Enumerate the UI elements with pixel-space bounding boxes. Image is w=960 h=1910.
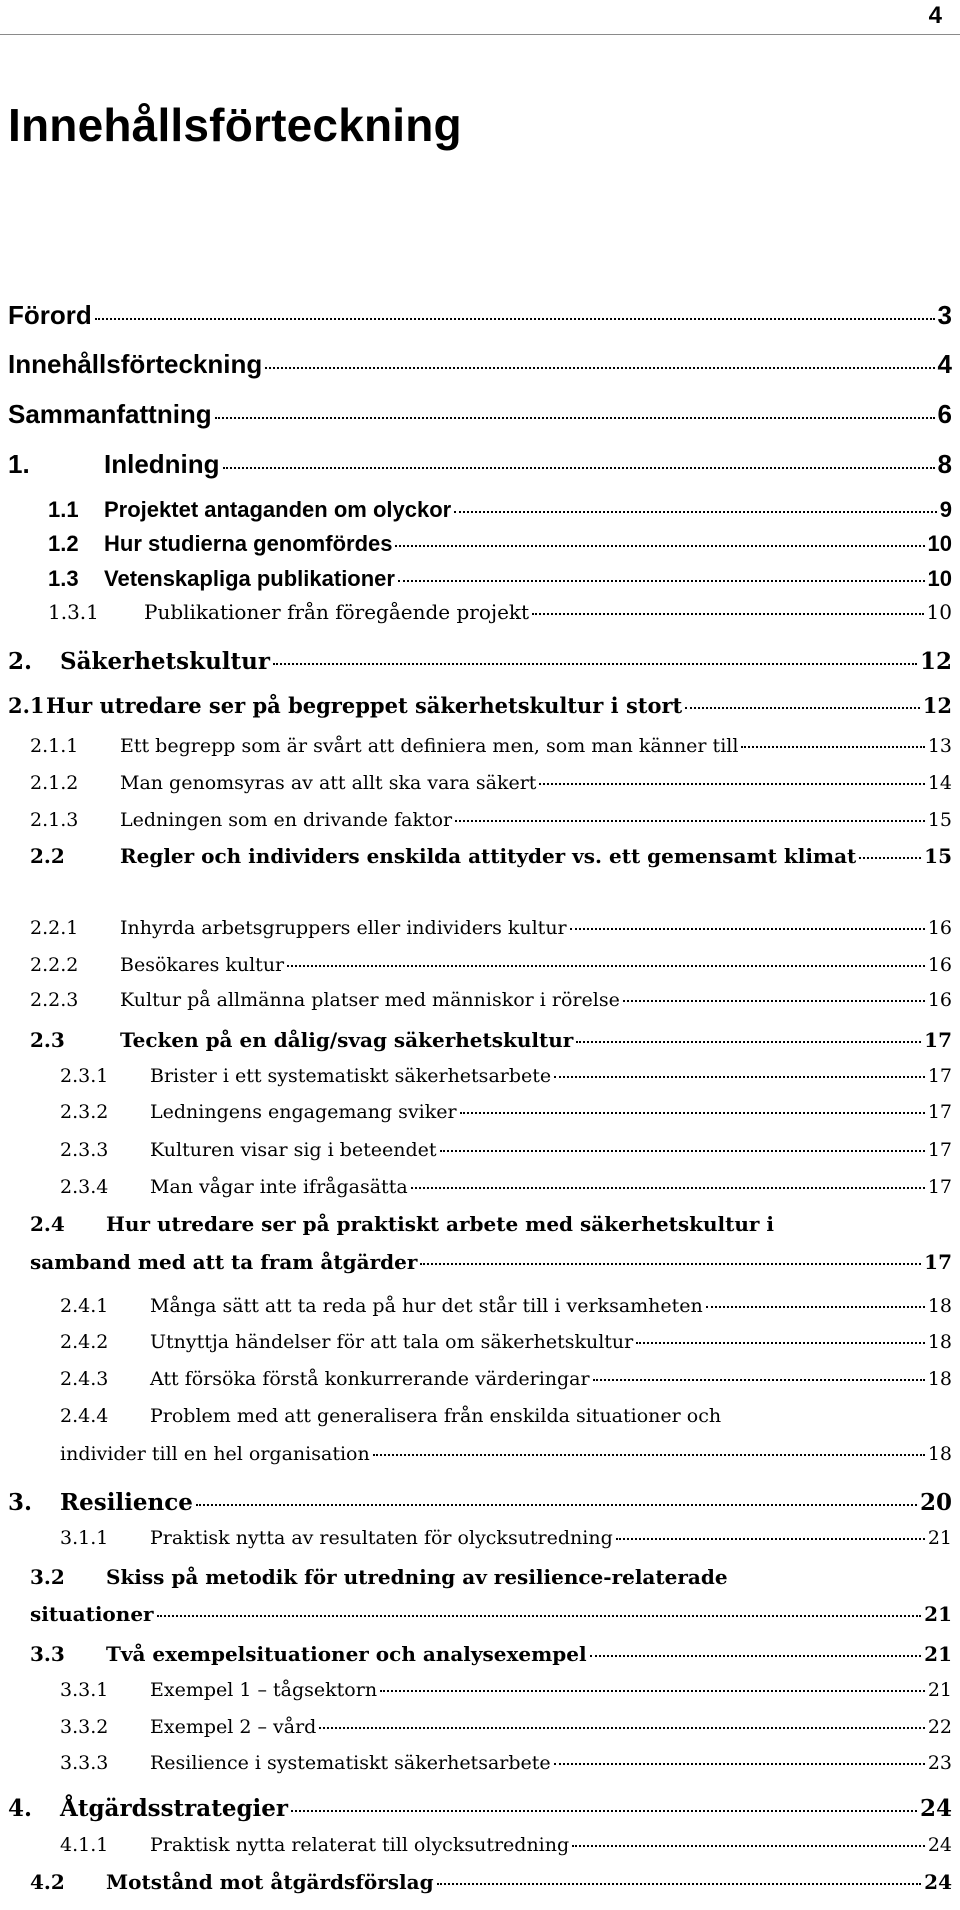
- toc-number: 2.1.3: [30, 809, 79, 831]
- toc-entry[interactable]: [60, 1752, 952, 1774]
- toc-leader-dots: [554, 1076, 925, 1078]
- toc-number: 4.: [8, 1795, 33, 1822]
- toc-title: Exempel 2 – vård: [150, 1716, 317, 1738]
- toc-leader-dots: [287, 965, 925, 967]
- toc-title: Sammanfattning: [8, 399, 212, 429]
- toc-page-number: 24: [927, 1834, 952, 1856]
- toc-leader-dots: [223, 467, 935, 469]
- toc-number: 3.1.1: [60, 1527, 109, 1549]
- toc-page-number: 24: [919, 1795, 952, 1822]
- toc-title: Vetenskapliga publikationer: [104, 566, 395, 591]
- toc-leader-dots: [437, 1883, 922, 1885]
- toc-number: 2.4.1: [60, 1295, 109, 1317]
- toc-number: 2.1.2: [30, 772, 79, 794]
- toc-number: 3.3.1: [60, 1679, 109, 1701]
- toc-title: Skiss på metodik för utredning av resilience-relaterade: [106, 1565, 728, 1589]
- toc-page-number: 14: [927, 772, 952, 794]
- toc-entry[interactable]: [48, 600, 952, 624]
- toc-entry[interactable]: [48, 531, 952, 557]
- toc-title: Åtgärdsstrategier: [60, 1795, 289, 1822]
- toc-page-number: 21: [927, 1679, 952, 1701]
- toc-title: Problem med att generalisera från enskilda situationer och: [150, 1405, 722, 1427]
- toc-number: 2.3.4: [60, 1176, 109, 1198]
- toc-entry[interactable]: [8, 300, 952, 331]
- toc-page-number: 12: [919, 648, 952, 675]
- toc-page-number: 4: [937, 349, 952, 379]
- toc-page-number: 12: [922, 693, 952, 718]
- toc-entry[interactable]: [60, 1139, 952, 1161]
- toc-leader-dots: [706, 1306, 925, 1308]
- toc-leader-dots: [576, 1041, 921, 1043]
- toc-leader-dots: [554, 1763, 925, 1765]
- toc-page-number: 9: [939, 497, 952, 522]
- toc-entry[interactable]: [8, 1795, 952, 1822]
- toc-number: 2.2.1: [30, 917, 79, 939]
- toc-title: Praktisk nytta av resultaten för olycksutredning: [150, 1527, 613, 1549]
- toc-number: 1.3.1: [48, 600, 99, 624]
- toc-number: 2.2: [30, 844, 65, 868]
- toc-number: 4.1.1: [60, 1834, 109, 1856]
- toc-title: Kulturen visar sig i beteendet: [150, 1139, 437, 1161]
- toc-leader-dots: [859, 857, 921, 859]
- toc-title-continued: situationer: [30, 1602, 154, 1626]
- toc-entry[interactable]: [30, 1870, 952, 1894]
- toc-leader-dots: [373, 1454, 925, 1456]
- toc-number: 2.3.1: [60, 1065, 109, 1087]
- toc-entry[interactable]: [8, 349, 952, 380]
- toc-title: Projektet antaganden om olyckor: [104, 497, 452, 522]
- toc-page-number: 15: [924, 844, 952, 868]
- toc-page-number: 17: [924, 1250, 952, 1274]
- toc-page-number: 16: [927, 989, 952, 1011]
- toc-entry[interactable]: [8, 693, 952, 718]
- toc-number: 3.: [8, 1489, 33, 1516]
- toc-number: 2.2.2: [30, 954, 79, 976]
- toc-page-number: 18: [927, 1368, 952, 1390]
- toc-number: 2.1: [8, 693, 45, 718]
- toc-entry[interactable]: [60, 1331, 952, 1353]
- toc-title: Säkerhetskultur: [60, 648, 270, 675]
- toc-title: Inledning: [104, 449, 220, 479]
- toc-leader-dots: [319, 1727, 924, 1729]
- toc-leader-dots: [273, 663, 917, 665]
- toc-number: 3.3.2: [60, 1716, 109, 1738]
- toc-leader-dots: [685, 707, 920, 709]
- toc-page-number: 17: [927, 1065, 952, 1087]
- toc-title: Innehållsförteckning: [8, 349, 263, 379]
- toc-entry[interactable]: [30, 844, 952, 868]
- toc-entry[interactable]: [30, 917, 952, 939]
- toc-entry[interactable]: [60, 1716, 952, 1738]
- toc-entry[interactable]: [60, 1679, 952, 1701]
- toc-entry[interactable]: [60, 1295, 952, 1317]
- toc-entry[interactable]: [30, 809, 952, 831]
- toc-entry[interactable]: [30, 735, 952, 757]
- toc-title-continued: samband med att ta fram åtgärder: [30, 1250, 418, 1274]
- toc-leader-dots: [411, 1187, 925, 1189]
- toc-leader-dots: [636, 1342, 925, 1344]
- toc-entry[interactable]: [30, 989, 952, 1011]
- toc-page-number: 21: [924, 1602, 952, 1626]
- toc-page-number: 16: [927, 917, 952, 939]
- toc-title: Exempel 1 – tågsektorn: [150, 1679, 378, 1701]
- toc-title: Ledningen som en drivande faktor: [120, 809, 453, 831]
- toc-page-number: 17: [927, 1176, 952, 1198]
- toc-entry[interactable]: [8, 1489, 952, 1516]
- page-title: Innehållsförteckning: [8, 99, 462, 151]
- toc-number: 2.2.3: [30, 989, 79, 1011]
- toc-title: Regler och individers enskilda attityder vs. ett gemensamt klimat: [120, 844, 857, 868]
- toc-leader-dots: [95, 318, 935, 320]
- toc-title: Hur utredare ser på begreppet säkerhetskultur i stort: [46, 693, 683, 718]
- toc-entry[interactable]: [60, 1065, 952, 1087]
- toc-entry[interactable]: [60, 1101, 952, 1123]
- toc-page-number: 23: [927, 1752, 952, 1774]
- toc-number: 2.4.3: [60, 1368, 109, 1390]
- toc-entry[interactable]: [30, 1028, 952, 1052]
- toc-title: Resilience: [60, 1489, 193, 1516]
- toc-number: 4.2: [30, 1870, 65, 1894]
- toc-entry[interactable]: [60, 1834, 952, 1856]
- toc-entry[interactable]: [30, 1250, 952, 1274]
- toc-title: Många sätt att ta reda på hur det står till i verksamheten: [150, 1295, 703, 1317]
- toc-entry[interactable]: [30, 1565, 952, 1589]
- toc-entry[interactable]: [8, 449, 952, 480]
- toc-leader-dots: [196, 1504, 917, 1506]
- toc-leader-dots: [455, 820, 925, 822]
- toc-entry[interactable]: [30, 1602, 952, 1626]
- toc-entry[interactable]: [30, 1642, 952, 1666]
- toc-title: Förord: [8, 300, 92, 330]
- toc-leader-dots: [570, 928, 925, 930]
- toc-page-number: 18: [927, 1443, 952, 1465]
- toc-page-number: 3: [937, 300, 952, 330]
- toc-page-number: 21: [924, 1642, 952, 1666]
- toc-page-number: 8: [937, 449, 952, 479]
- toc-page-number: 17: [924, 1028, 952, 1052]
- toc-page-number: 24: [924, 1870, 952, 1894]
- toc-entry[interactable]: [30, 1212, 952, 1236]
- toc-leader-dots: [590, 1655, 922, 1657]
- toc-number: 2.4.2: [60, 1331, 109, 1353]
- toc-title: Publikationer från föregående projekt: [144, 600, 530, 624]
- toc-page-number: 20: [919, 1489, 952, 1516]
- toc-number: 2.1.1: [30, 735, 79, 757]
- toc-title: Utnyttja händelser för att tala om säkerhetskultur: [150, 1331, 634, 1353]
- toc-page-number: 10: [927, 566, 952, 591]
- toc-page-number: 21: [927, 1527, 952, 1549]
- toc-title: Inhyrda arbetsgruppers eller individers kultur: [120, 917, 567, 939]
- toc-page-number: 16: [927, 954, 952, 976]
- toc-title: Brister i ett systematiskt säkerhetsarbete: [150, 1065, 552, 1087]
- toc-title: Två exempelsituationer och analysexempel: [106, 1642, 587, 1666]
- toc-title: Ett begrepp som är svårt att definiera men, som man känner till: [120, 735, 739, 757]
- toc-number: 3.2: [30, 1565, 65, 1589]
- toc-leader-dots: [157, 1615, 922, 1617]
- toc-title: Motstånd mot åtgärdsförslag: [106, 1870, 434, 1894]
- toc-entry[interactable]: [60, 1527, 952, 1549]
- toc-title: Resilience i systematiskt säkerhetsarbete: [150, 1752, 551, 1774]
- toc-leader-dots: [380, 1690, 925, 1692]
- toc-entry[interactable]: [30, 772, 952, 794]
- toc-entry[interactable]: [60, 1405, 952, 1427]
- toc-title: Hur utredare ser på praktiskt arbete med säkerhetskultur i: [106, 1212, 774, 1236]
- toc-leader-dots: [265, 367, 934, 369]
- toc-number: 3.3: [30, 1642, 65, 1666]
- toc-title: Tecken på en dålig/svag säkerhetskultur: [120, 1028, 574, 1052]
- toc-page-number: 22: [927, 1716, 952, 1738]
- toc-page-number: 18: [927, 1331, 952, 1353]
- toc-number: 2.4: [30, 1212, 65, 1236]
- toc-leader-dots: [395, 545, 924, 547]
- toc-page-number: 10: [926, 600, 952, 624]
- toc-leader-dots: [454, 511, 937, 513]
- toc-entry[interactable]: [30, 954, 952, 976]
- toc-page-number: 6: [937, 399, 952, 429]
- page-number: 4: [928, 2, 942, 29]
- toc-leader-dots: [572, 1845, 925, 1847]
- toc-leader-dots: [215, 417, 935, 419]
- toc-page-number: 17: [927, 1139, 952, 1161]
- toc-leader-dots: [616, 1538, 925, 1540]
- toc-number: 1.2: [48, 531, 79, 556]
- toc-number: 1.: [8, 449, 30, 479]
- toc-leader-dots: [539, 783, 924, 785]
- toc-entry[interactable]: [8, 648, 952, 675]
- toc-entry[interactable]: [60, 1443, 952, 1465]
- toc-leader-dots: [398, 580, 925, 582]
- toc-leader-dots: [741, 746, 924, 748]
- toc-number: 1.3: [48, 566, 79, 591]
- toc-entry[interactable]: [60, 1176, 952, 1198]
- toc-title: Man vågar inte ifrågasätta: [150, 1176, 408, 1198]
- toc-leader-dots: [593, 1379, 925, 1381]
- toc-leader-dots: [532, 613, 923, 615]
- toc-number: 1.1: [48, 497, 79, 522]
- toc-entry[interactable]: [48, 497, 952, 523]
- toc-title: Praktisk nytta relaterat till olycksutredning: [150, 1834, 570, 1856]
- toc-entry[interactable]: [48, 566, 952, 592]
- toc-leader-dots: [460, 1112, 925, 1114]
- toc-number: 2.: [8, 648, 33, 675]
- toc-number: 2.3.2: [60, 1101, 109, 1123]
- toc-leader-dots: [623, 1000, 925, 1002]
- toc-title: Hur studierna genomfördes: [104, 531, 393, 556]
- toc-title: Man genomsyras av att allt ska vara säkert: [120, 772, 537, 794]
- toc-number: 3.3.3: [60, 1752, 109, 1774]
- toc-title: Besökares kultur: [120, 954, 285, 976]
- toc-number: 2.3: [30, 1028, 65, 1052]
- toc-title-continued: individer till en hel organisation: [60, 1443, 370, 1465]
- toc-leader-dots: [420, 1263, 921, 1265]
- toc-page-number: 15: [927, 809, 952, 831]
- toc-leader-dots: [291, 1810, 917, 1812]
- toc-title: Att försöka förstå konkurrerande värderingar: [150, 1368, 590, 1390]
- toc-title: Ledningens engagemang sviker: [150, 1101, 457, 1123]
- toc-entry[interactable]: [60, 1368, 952, 1390]
- toc-leader-dots: [440, 1150, 925, 1152]
- toc-title: Kultur på allmänna platser med människor i rörelse: [120, 989, 620, 1011]
- toc-page-number: 13: [927, 735, 952, 757]
- toc-number: 2.4.4: [60, 1405, 109, 1427]
- toc-number: 2.3.3: [60, 1139, 109, 1161]
- toc-entry[interactable]: [8, 399, 952, 430]
- toc-page-number: 18: [927, 1295, 952, 1317]
- toc-page-number: 17: [927, 1101, 952, 1123]
- toc-page-number: 10: [927, 531, 952, 556]
